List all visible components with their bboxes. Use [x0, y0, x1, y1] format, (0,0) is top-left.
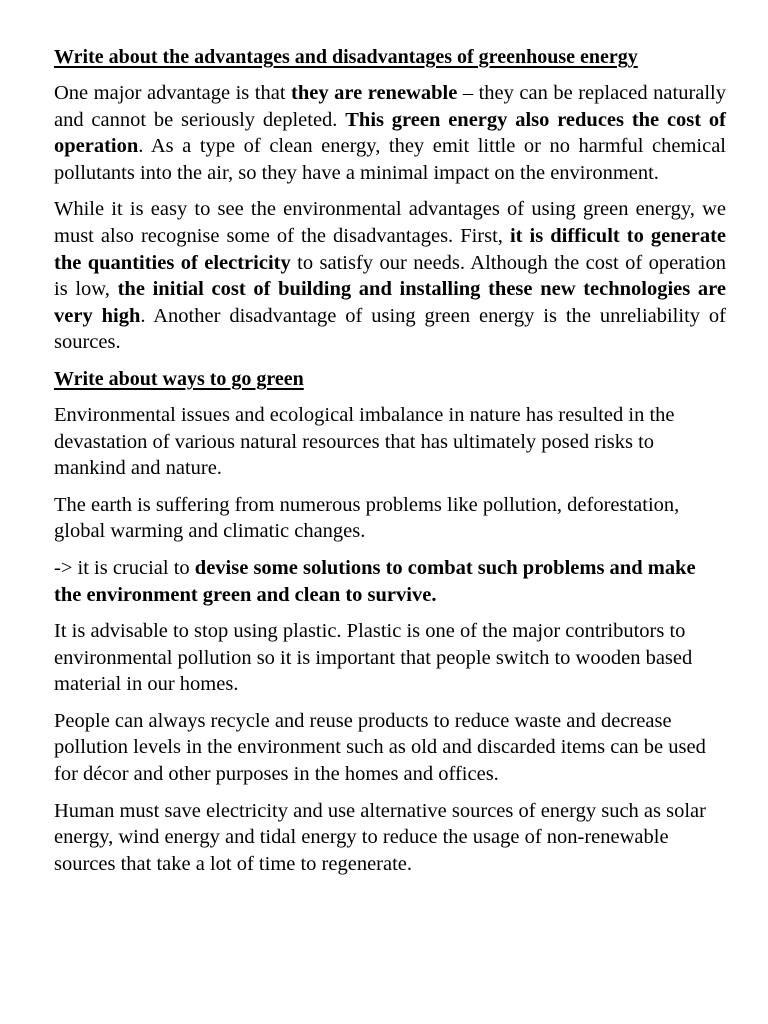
bold-text-run: they are renewable	[291, 82, 458, 104]
bold-text-run: it is difficult to generate the quantities of electricity	[54, 224, 726, 274]
text-run: People can always recycle and reuse products to reduce waste and decrease pollution levels in the environment such as old and discarded items can be used for décor and other purposes in the homes and offices.	[54, 709, 706, 786]
bold-text-run: the initial cost of building and installing these new technologies are very high	[54, 278, 726, 327]
text-run: . Another disadvantage of using green energy is the unreliability of sources.	[54, 304, 726, 354]
text-run: . As a type of clean energy, they emit little or no harmful chemical pollutants into the air, so they have a minimal impact on the environment.	[54, 135, 726, 184]
text-run: Human must save electricity and use alternative sources of energy such as solar energy, wind energy and tidal energy to reduce the usage of non-renewable sources that take a lot of time to regenerate.	[54, 799, 706, 875]
text-run: to satisfy our needs. Although the cost of operation is low,	[54, 251, 726, 301]
text-run: Environmental issues and ecological imbalance in nature has resulted in the devastation of various natural resources that has ultimately posed risks to mankind and nature.	[54, 403, 675, 480]
section-heading-ways-to-go-green: Write about ways to go green	[54, 367, 304, 390]
text-run: – they can be replaced naturally and cannot be seriously depleted.	[54, 82, 727, 131]
paragraph-save-electricity	[54, 798, 726, 878]
bold-text-run: devise some solutions to combat such problems and make the environment green and clean to survive.	[54, 556, 696, 606]
paragraph-environmental-issues	[54, 402, 726, 482]
paragraph-earth-problems	[54, 492, 726, 545]
paragraph-devise-solutions	[54, 555, 726, 608]
paragraph-stop-plastic	[54, 618, 726, 698]
paragraph-disadvantages	[54, 196, 726, 356]
text-run: One major advantage is that	[54, 82, 292, 104]
text-run: The earth is suffering from numerous problems like pollution, deforestation, global warming and climatic changes.	[54, 493, 680, 543]
document-page	[54, 44, 726, 887]
paragraph-recycle-reuse	[54, 708, 726, 788]
section-heading-greenhouse-energy: Write about the advantages and disadvantages of greenhouse energy	[54, 46, 638, 68]
text-run: -> it is crucial to	[54, 556, 195, 579]
text-run: It is advisable to stop using plastic. Plastic is one of the major contributors to environmental pollution so it is important that people switch to wooden based material in our homes.	[54, 620, 693, 696]
paragraph-advantages	[54, 80, 726, 186]
bold-text-run: This green energy also reduces the cost of operation	[54, 108, 726, 158]
text-run: While it is easy to see the environmental advantages of using green energy, we must also recognise some of the disadvantages. First,	[54, 198, 726, 247]
